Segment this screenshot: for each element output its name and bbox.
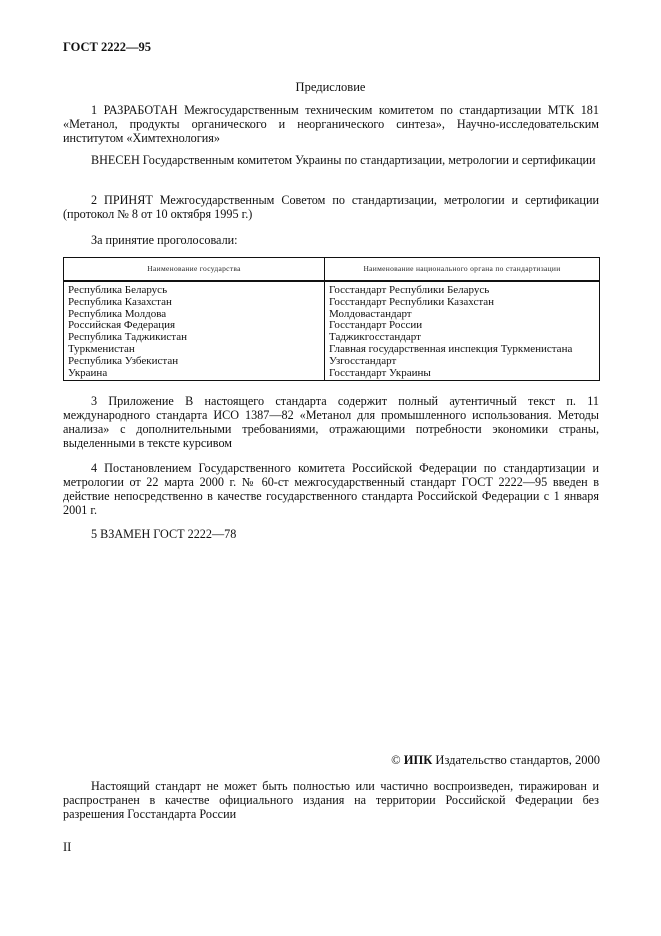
table-row [64,368,600,381]
voting-table [63,257,600,381]
state-cell: Республика Казахстан [64,297,325,309]
body-cell: Узгосстандарт [325,356,600,368]
body-cell: Госстандарт Республики Беларусь [325,281,600,297]
copyright-org: ИПК [403,753,433,767]
document-id: ГОСТ 2222—95 [63,40,152,54]
state-cell: Туркменистан [64,344,325,356]
paragraph-2-adopted: 2 ПРИНЯТ Межгосударственным Советом по стандартизации, метрологии и сертификации (протокол № 8 от 10 октября 1995 г.) [63,193,599,221]
state-cell: Украина [64,368,325,381]
page-number: II [63,840,72,854]
state-cell: Республика Беларусь [64,281,325,297]
copyright-notice [391,753,600,768]
table-row [64,297,600,309]
paragraph-1-developed: 1 РАЗРАБОТАН Межгосударственным техническим комитетом по стандартизации МТК 181 «Метанол, продукты органического и неорганического синтеза», Научно-исследовательским институтом «Химтехнология» [63,103,599,145]
copyright-symbol: © [391,753,401,767]
column-header-national-body: Наименование национального органа по стандартизации [325,258,600,282]
copyright-text: Издательство стандартов, 2000 [435,753,600,767]
state-cell: Республика Таджикистан [64,332,325,344]
paragraph-4-resolution: 4 Постановлением Государственного комитета Российской Федерации по стандартизации и метрологии от 22 марта 2000 г. № 60-ст межгосударственный стандарт ГОСТ 2222—95 введен в действие непосредственно в качестве государственного стандарта Российской Федерации с 1 января 2001 г. [63,461,599,517]
state-cell: Республика Узбекистан [64,356,325,368]
table-row [64,356,600,368]
body-cell: Таджикгосстандарт [325,332,600,344]
paragraph-5-replaces: 5 ВЗАМЕН ГОСТ 2222—78 [91,527,237,541]
table-row [64,344,600,356]
paragraph-1-introduced: ВНЕСЕН Государственным комитетом Украины по стандартизации, метрологии и сертификации [91,153,596,167]
body-cell: Молдовастандарт [325,309,600,321]
column-header-state: Наименование государства [64,258,325,282]
state-cell: Российская Федерация [64,320,325,332]
reproduction-notice: Настоящий стандарт не может быть полностью или частично воспроизведен, тиражирован и распространен в качестве официального издания на территории Российской Федерации без разрешения Госстандарта России [63,779,599,821]
page-title: Предисловие [295,80,366,94]
body-cell: Госстандарт России [325,320,600,332]
body-cell: Госстандарт Украины [325,368,600,381]
table-header-row [64,258,600,282]
body-cell: Госстандарт Республики Казахстан [325,297,600,309]
table-row [64,281,600,297]
paragraph-3-annex: 3 Приложение В настоящего стандарта содержит полный аутентичный текст п. 11 международного стандарта ИСО 1387—82 «Метанол для промышленного использования. Методы анализа» с дополнительными требованиями, отражающими потребности экономики страны, выделенными в тексте курсивом [63,394,599,450]
vote-intro: За принятие проголосовали: [91,233,238,247]
body-cell: Главная государственная инспекция Туркменистана [325,344,600,356]
state-cell: Республика Молдова [64,309,325,321]
